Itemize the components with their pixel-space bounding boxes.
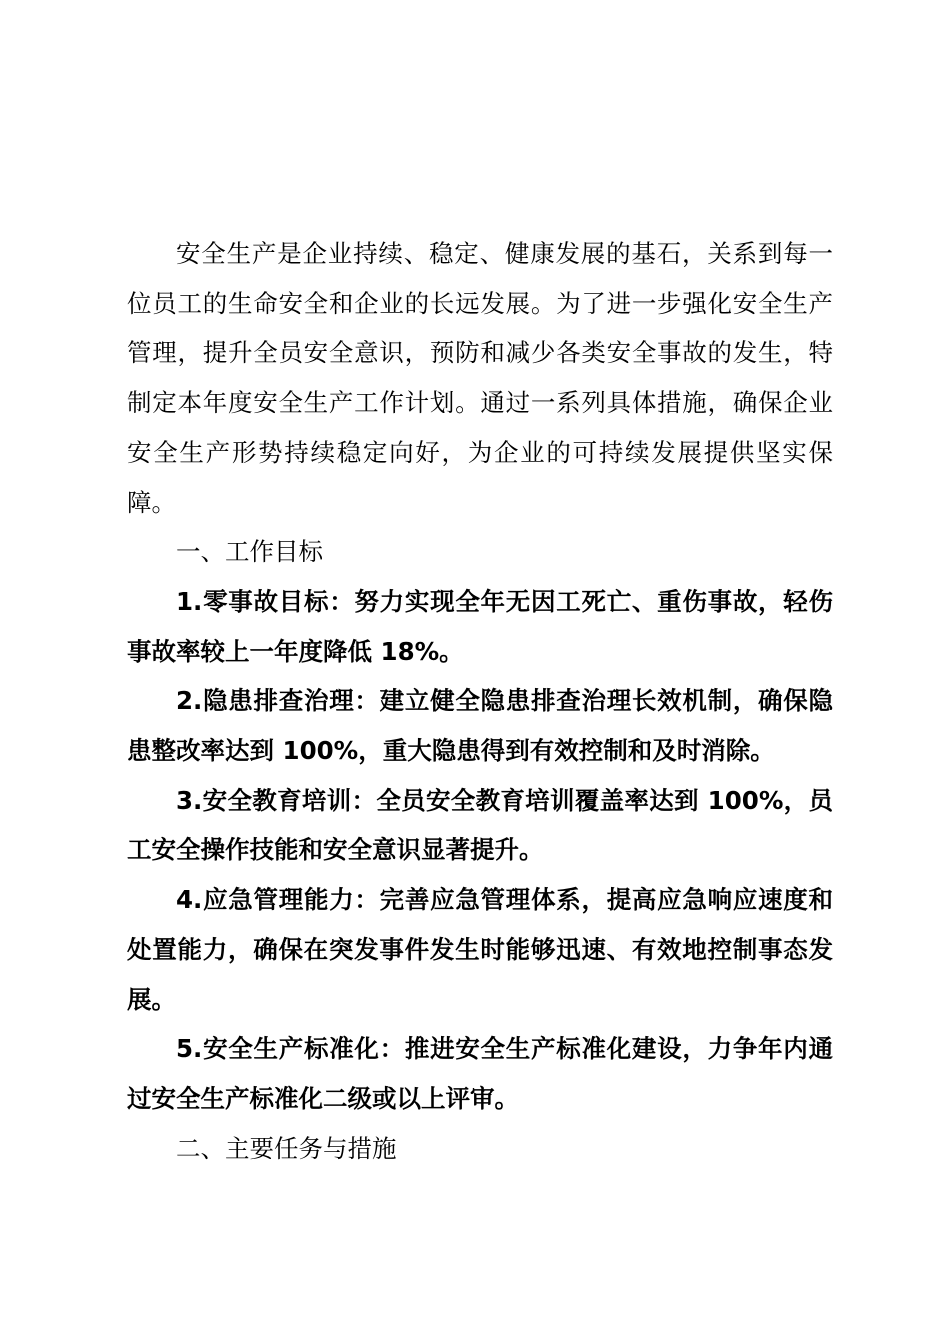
goal-item-standardization: 5.安全生产标准化：推进安全生产标准化建设，力争年内通过安全生产标准化二级或以上评审。 — [127, 1034, 833, 1113]
document-page — [127, 229, 833, 1173]
goal-item-zero-accident: 1.零事故目标：努力实现全年无因工死亡、重伤事故，轻伤事故率较上一年度降低 18%。 — [127, 586, 833, 666]
section-heading-tasks: 二、主要任务与措施 — [176, 1133, 397, 1163]
goal-item-hazard-management: 2.隐患排查治理：建立健全隐患排查治理长效机制，确保隐患整改率达到 100%，重大隐患得到有效控制和及时消除。 — [127, 686, 833, 766]
goal-item-safety-training: 3.安全教育培训：全员安全教育培训覆盖率达到 100%，员工安全操作技能和安全意识显著提升。 — [127, 785, 833, 865]
intro-paragraph: 安全生产是企业持续、稳定、健康发展的基石，关系到每一位员工的生命安全和企业的长远发展。为了进一步强化安全生产管理，提升全员安全意识，预防和减少各类安全事故的发生，特制定本年度安全生产工作计划。通过一系列具体措施，确保企业安全生产形势持续稳定向好，为企业的可持续发展提供坚实保障。 — [127, 239, 833, 517]
section-heading-goals: 一、工作目标 — [176, 537, 323, 567]
goal-item-emergency-management: 4.应急管理能力：完善应急管理体系，提高应急响应速度和处置能力，确保在突发事件发生时能够迅速、有效地控制事态发展。 — [127, 885, 833, 1014]
